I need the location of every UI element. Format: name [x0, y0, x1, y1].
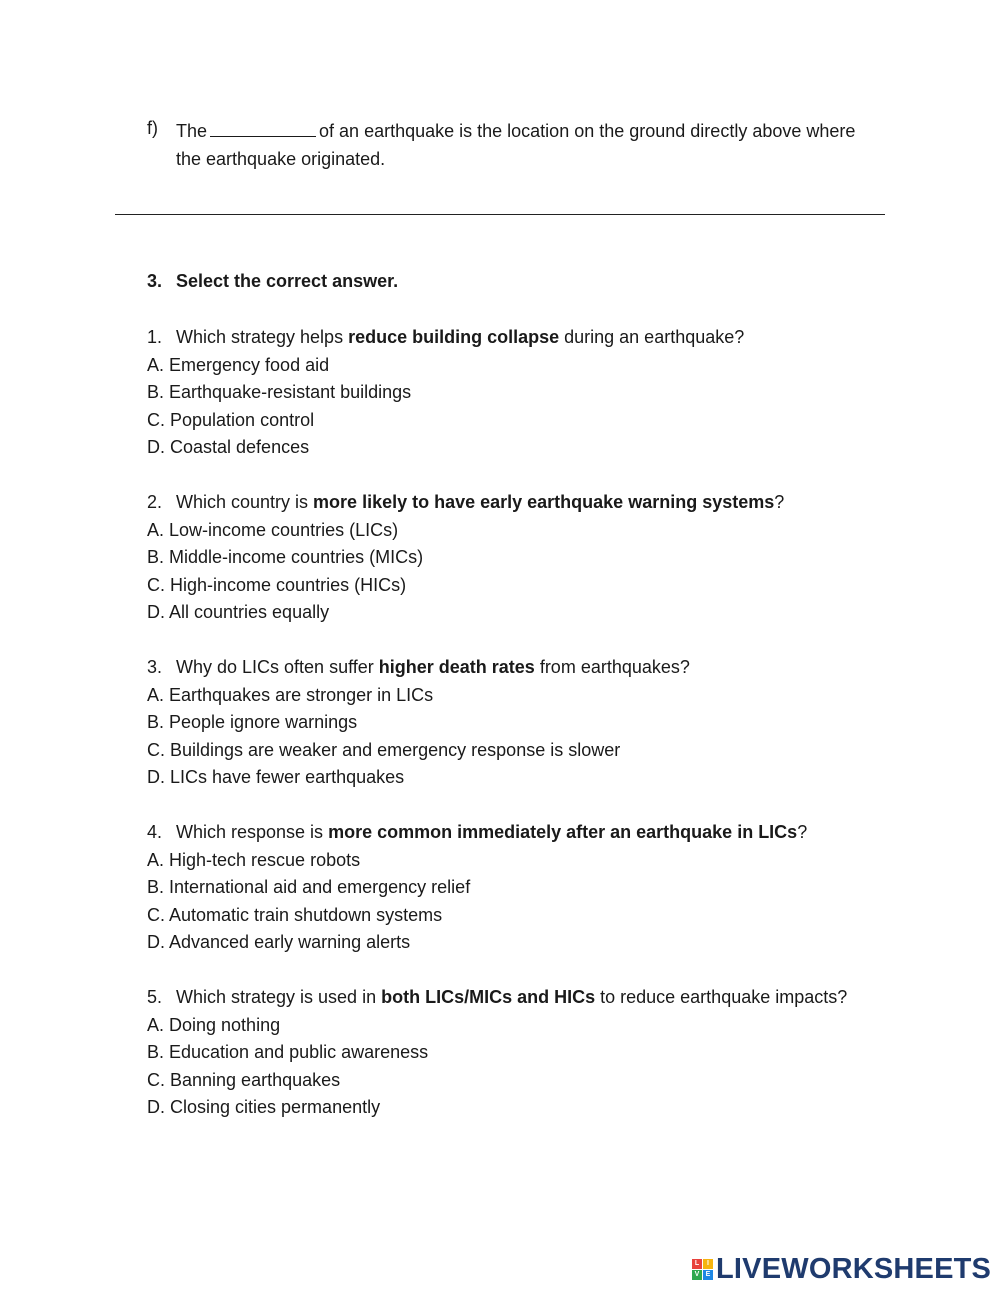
- answer-option[interactable]: D. All countries equally: [147, 602, 330, 622]
- question-number: 2.: [147, 492, 163, 512]
- answer-option[interactable]: B. Middle-income countries (MICs): [147, 547, 424, 567]
- question-text: Why do LICs often suffer: [176, 657, 379, 677]
- question-number: 5.: [147, 987, 163, 1007]
- question-f-text: [176, 118, 866, 173]
- answer-option[interactable]: A. Emergency food aid: [147, 354, 330, 375]
- question-stem: [147, 984, 907, 1012]
- question-f-before: The: [176, 121, 208, 141]
- answer-option[interactable]: A. High-tech rescue robots: [147, 849, 361, 870]
- question-f-after: of an earthquake is the location on the ground directly above where the earthquake originated.: [176, 121, 856, 169]
- question-emphasis: higher death rates: [378, 657, 535, 677]
- answer-option[interactable]: A. Earthquakes are stronger in LICs: [147, 684, 434, 705]
- question-number: 3.: [147, 657, 163, 677]
- question-number: 1.: [147, 327, 163, 347]
- question-stem: [147, 489, 907, 517]
- answer-option[interactable]: C. Banning earthquakes: [147, 1069, 341, 1090]
- question-block: [147, 489, 907, 627]
- question-text: Which strategy helps: [176, 327, 349, 347]
- section-title: Select the correct answer.: [176, 271, 399, 291]
- question-f-blank[interactable]: [210, 120, 316, 137]
- answer-option[interactable]: D. Advanced early warning alerts: [147, 932, 411, 952]
- question-text: Which country is: [176, 492, 314, 512]
- question-stem: [147, 654, 907, 682]
- answer-option[interactable]: D. LICs have fewer earthquakes: [147, 767, 405, 787]
- logo-text: LIVEWORKSHEETS: [716, 1252, 992, 1285]
- answer-option[interactable]: A. Low-income countries (LICs): [147, 519, 399, 540]
- question-stem: [147, 819, 907, 847]
- answer-option[interactable]: D. Closing cities permanently: [147, 1097, 381, 1117]
- question-text: Which response is: [176, 822, 329, 842]
- question-number: 4.: [147, 822, 163, 842]
- answer-option[interactable]: A. Doing nothing: [147, 1014, 281, 1035]
- question-stem: [147, 324, 907, 352]
- answer-option[interactable]: B. International aid and emergency relief: [147, 877, 471, 897]
- answer-option[interactable]: C. Automatic train shutdown systems: [147, 904, 443, 925]
- answer-option[interactable]: B. Earthquake-resistant buildings: [147, 382, 412, 402]
- liveworksheets-logo: [692, 1253, 991, 1285]
- logo-block-l: L: [692, 1259, 702, 1269]
- section-number: 3.: [147, 271, 163, 291]
- answer-option[interactable]: C. Population control: [147, 409, 315, 430]
- logo-block-e: E: [703, 1270, 713, 1280]
- question-emphasis: reduce building collapse: [348, 327, 560, 347]
- question-block: [147, 324, 907, 462]
- question-emphasis: both LICs/MICs and HICs: [381, 987, 596, 1007]
- question-block: [147, 819, 907, 957]
- section-heading: [147, 271, 398, 292]
- logo-mark-icon: [692, 1259, 713, 1280]
- answer-option[interactable]: B. Education and public awareness: [147, 1042, 429, 1062]
- answer-option[interactable]: C. High-income countries (HICs): [147, 574, 407, 595]
- question-emphasis: more likely to have early earthquake warning systems: [313, 492, 775, 512]
- question-text-end: ?: [774, 492, 785, 512]
- question-block: [147, 984, 907, 1122]
- question-text-end: ?: [797, 822, 808, 842]
- question-emphasis: more common immediately after an earthquake in LICs: [328, 822, 798, 842]
- section-divider: [115, 214, 885, 215]
- question-text-end: to reduce earthquake impacts?: [595, 987, 848, 1007]
- answer-option[interactable]: B. People ignore warnings: [147, 712, 358, 732]
- question-text: Which strategy is used in: [176, 987, 382, 1007]
- logo-block-i: I: [703, 1259, 713, 1269]
- question-text-end: during an earthquake?: [559, 327, 745, 347]
- answer-option[interactable]: C. Buildings are weaker and emergency response is slower: [147, 739, 621, 760]
- question-text-end: from earthquakes?: [534, 657, 690, 677]
- logo-block-v: V: [692, 1270, 702, 1280]
- answer-option[interactable]: D. Coastal defences: [147, 437, 310, 457]
- question-f-label: f): [147, 118, 158, 138]
- question-block: [147, 654, 907, 792]
